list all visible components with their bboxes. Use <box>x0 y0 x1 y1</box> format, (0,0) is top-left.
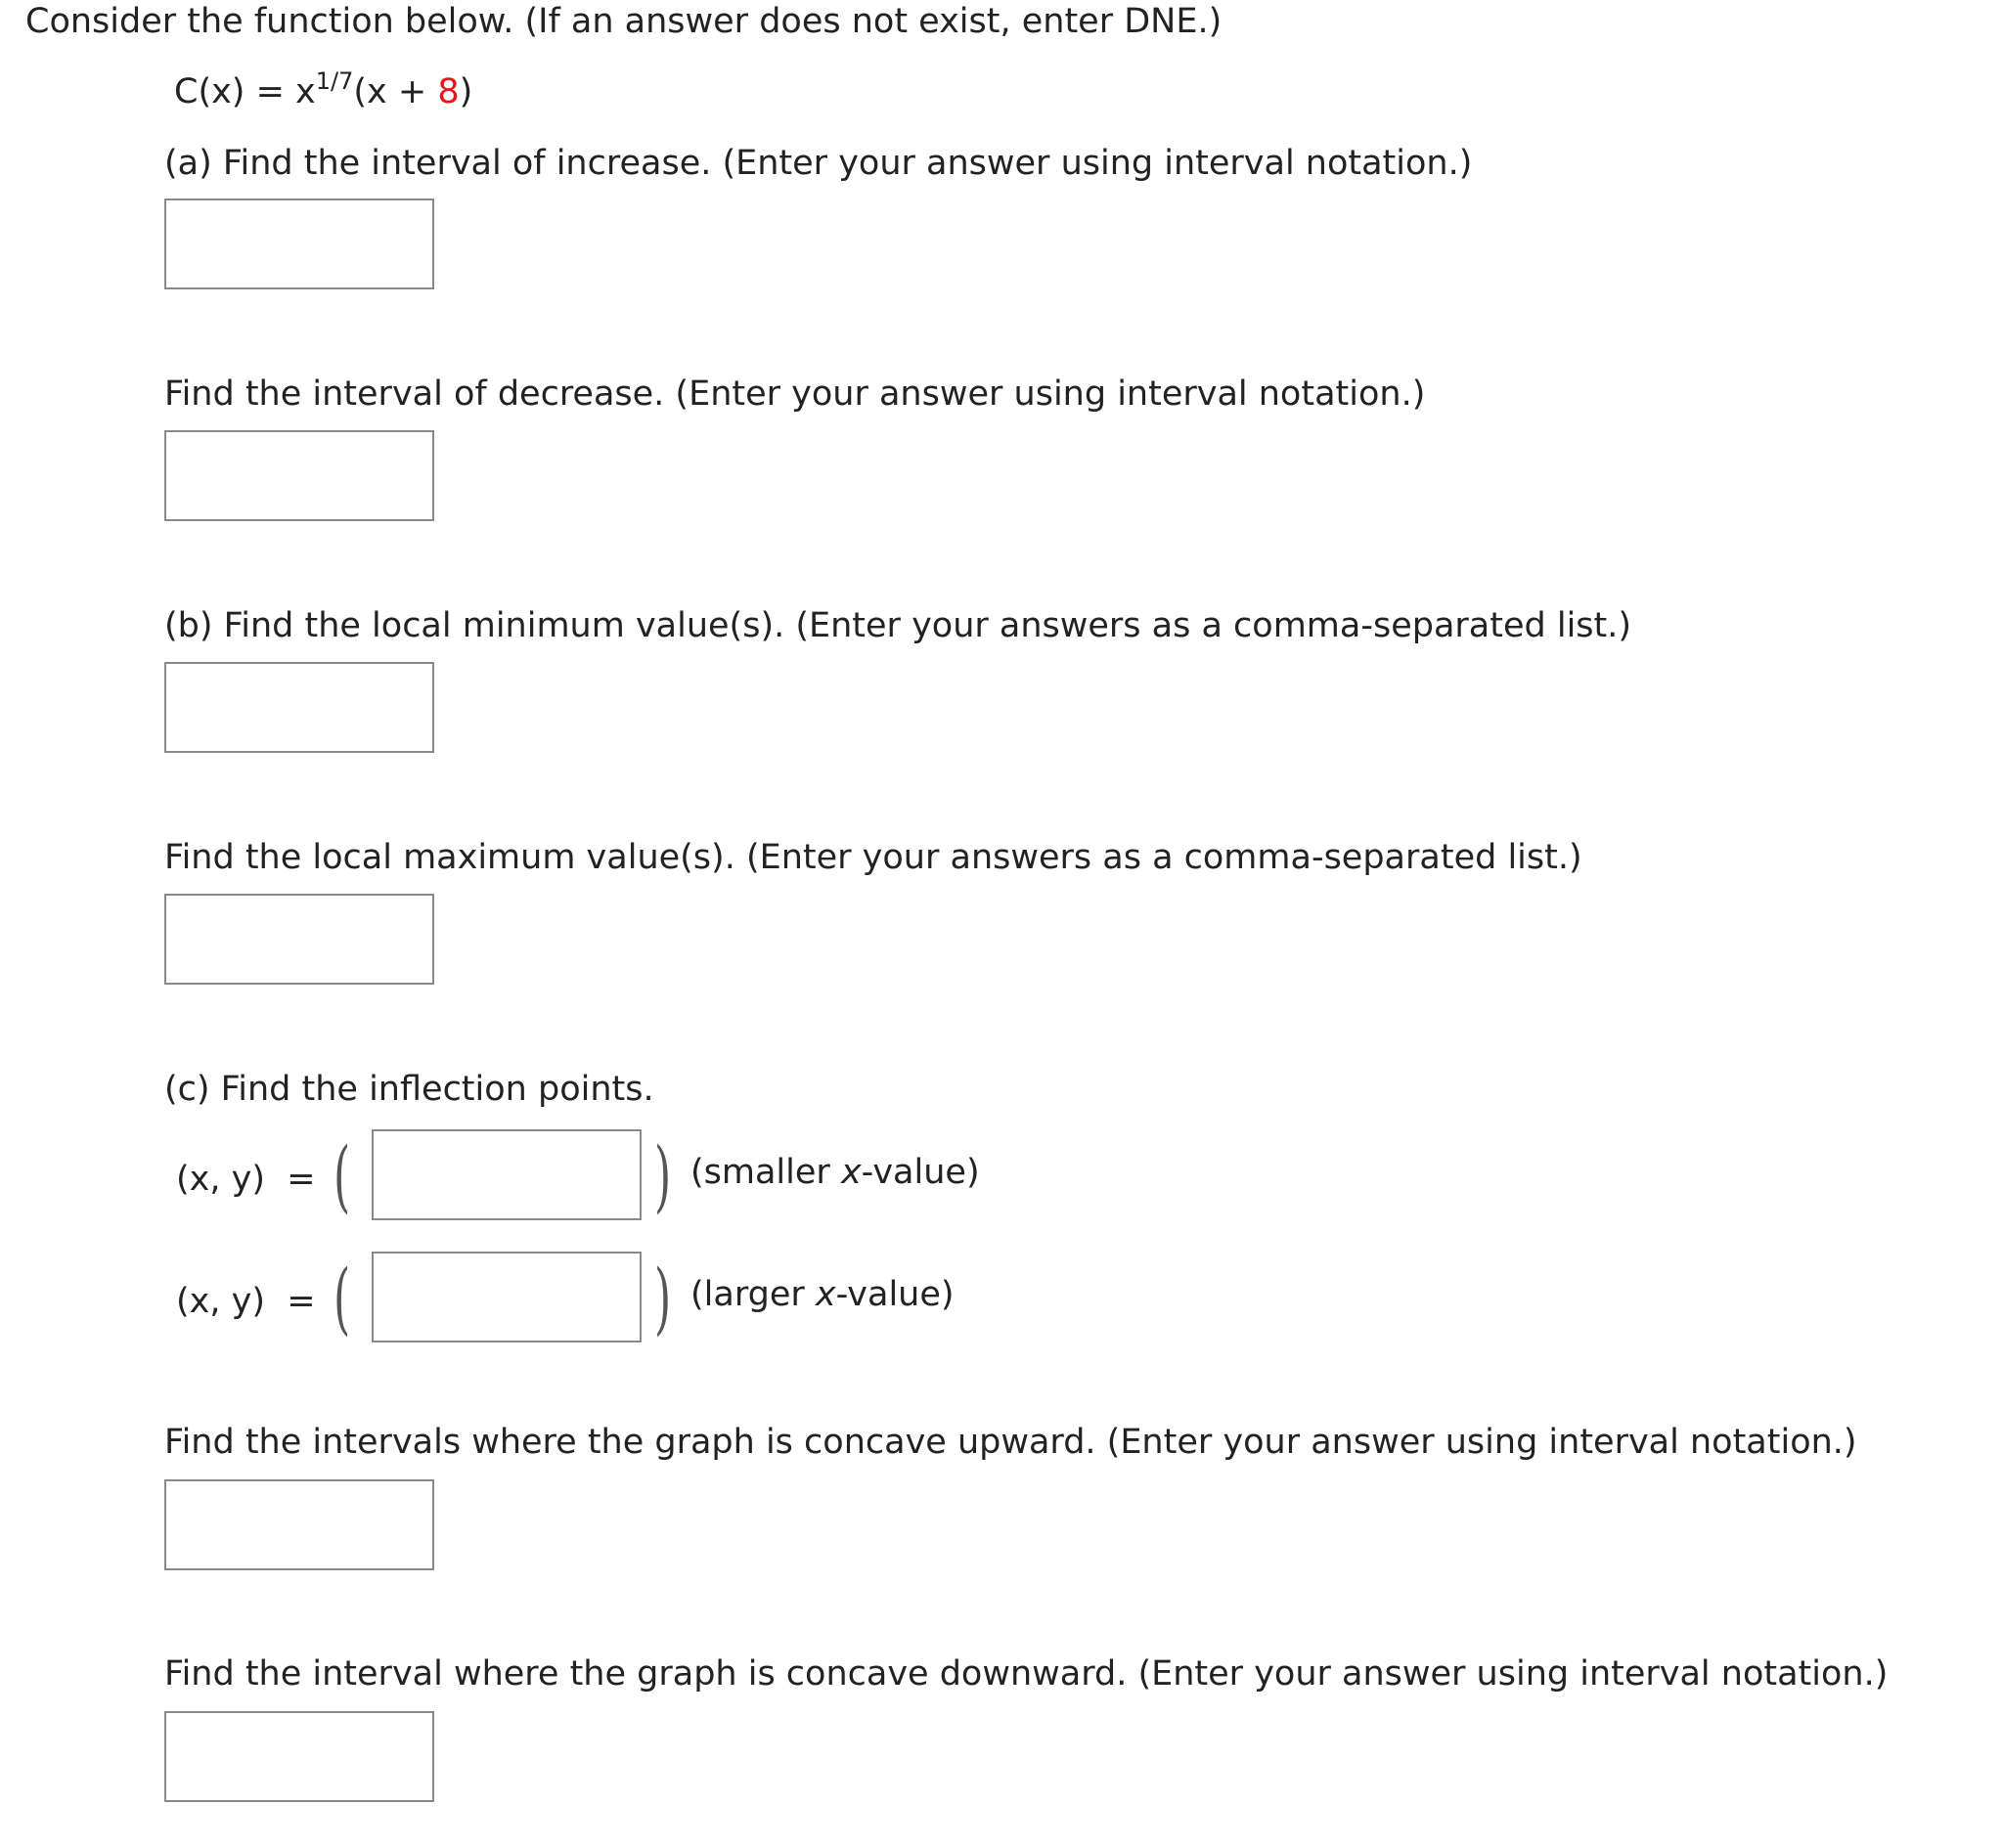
smaller-x-note <box>690 1151 980 1194</box>
note-var: x <box>815 1275 836 1314</box>
formula-open: (x + <box>353 72 438 111</box>
inflection-larger-input[interactable] <box>372 1252 642 1342</box>
answer-decrease-input[interactable] <box>164 430 434 521</box>
answer-local-min-input[interactable] <box>164 662 434 753</box>
question-concave-up: Find the intervals where the graph is concave upward. (Enter your answer using interval notation.) <box>164 1423 1857 1462</box>
answer-concave-up-input[interactable] <box>164 1479 434 1570</box>
note-post: -value) <box>861 1153 980 1192</box>
note-pre: (smaller <box>690 1153 841 1192</box>
equals-sign: = <box>287 1282 316 1321</box>
answer-concave-down-input[interactable] <box>164 1711 434 1802</box>
point-label-smaller <box>176 1158 316 1201</box>
inflection-smaller-input[interactable] <box>372 1129 642 1220</box>
formula-constant: 8 <box>437 72 460 111</box>
point-label-larger <box>176 1280 316 1323</box>
question-decrease: Find the interval of decrease. (Enter your answer using interval notation.) <box>164 374 1426 414</box>
function-formula <box>174 68 472 118</box>
note-post: -value) <box>835 1275 955 1314</box>
question-local-min: (b) Find the local minimum value(s). (Enter your answers as a comma-separated list.) <box>164 606 1632 645</box>
note-var: x <box>840 1153 862 1192</box>
formula-exponent: 1/7 <box>315 67 354 95</box>
answer-increase-input[interactable] <box>164 198 434 289</box>
question-local-max: Find the local maximum value(s). (Enter your answers as a comma-separated list.) <box>164 838 1582 877</box>
question-inflection: (c) Find the inflection points. <box>164 1070 654 1109</box>
xy-label: (x, y) <box>176 1282 265 1321</box>
close-paren: ) <box>654 1130 672 1221</box>
equals-sign: = <box>287 1160 316 1199</box>
xy-label: (x, y) <box>176 1160 265 1199</box>
formula-close: ) <box>459 72 473 111</box>
answer-local-max-input[interactable] <box>164 894 434 985</box>
problem-intro: Consider the function below. (If an answer does not exist, enter DNE.) <box>25 2 1223 41</box>
larger-x-note <box>690 1273 955 1316</box>
open-paren: ( <box>334 1130 351 1221</box>
formula-lhs: C(x) = x <box>174 72 316 111</box>
question-increase: (a) Find the interval of increase. (Enter your answer using interval notation.) <box>164 144 1473 183</box>
close-paren: ) <box>654 1253 672 1343</box>
open-paren: ( <box>334 1253 351 1343</box>
note-pre: (larger <box>690 1275 816 1314</box>
question-concave-down: Find the interval where the graph is concave downward. (Enter your answer using interval notation.) <box>164 1654 1889 1694</box>
